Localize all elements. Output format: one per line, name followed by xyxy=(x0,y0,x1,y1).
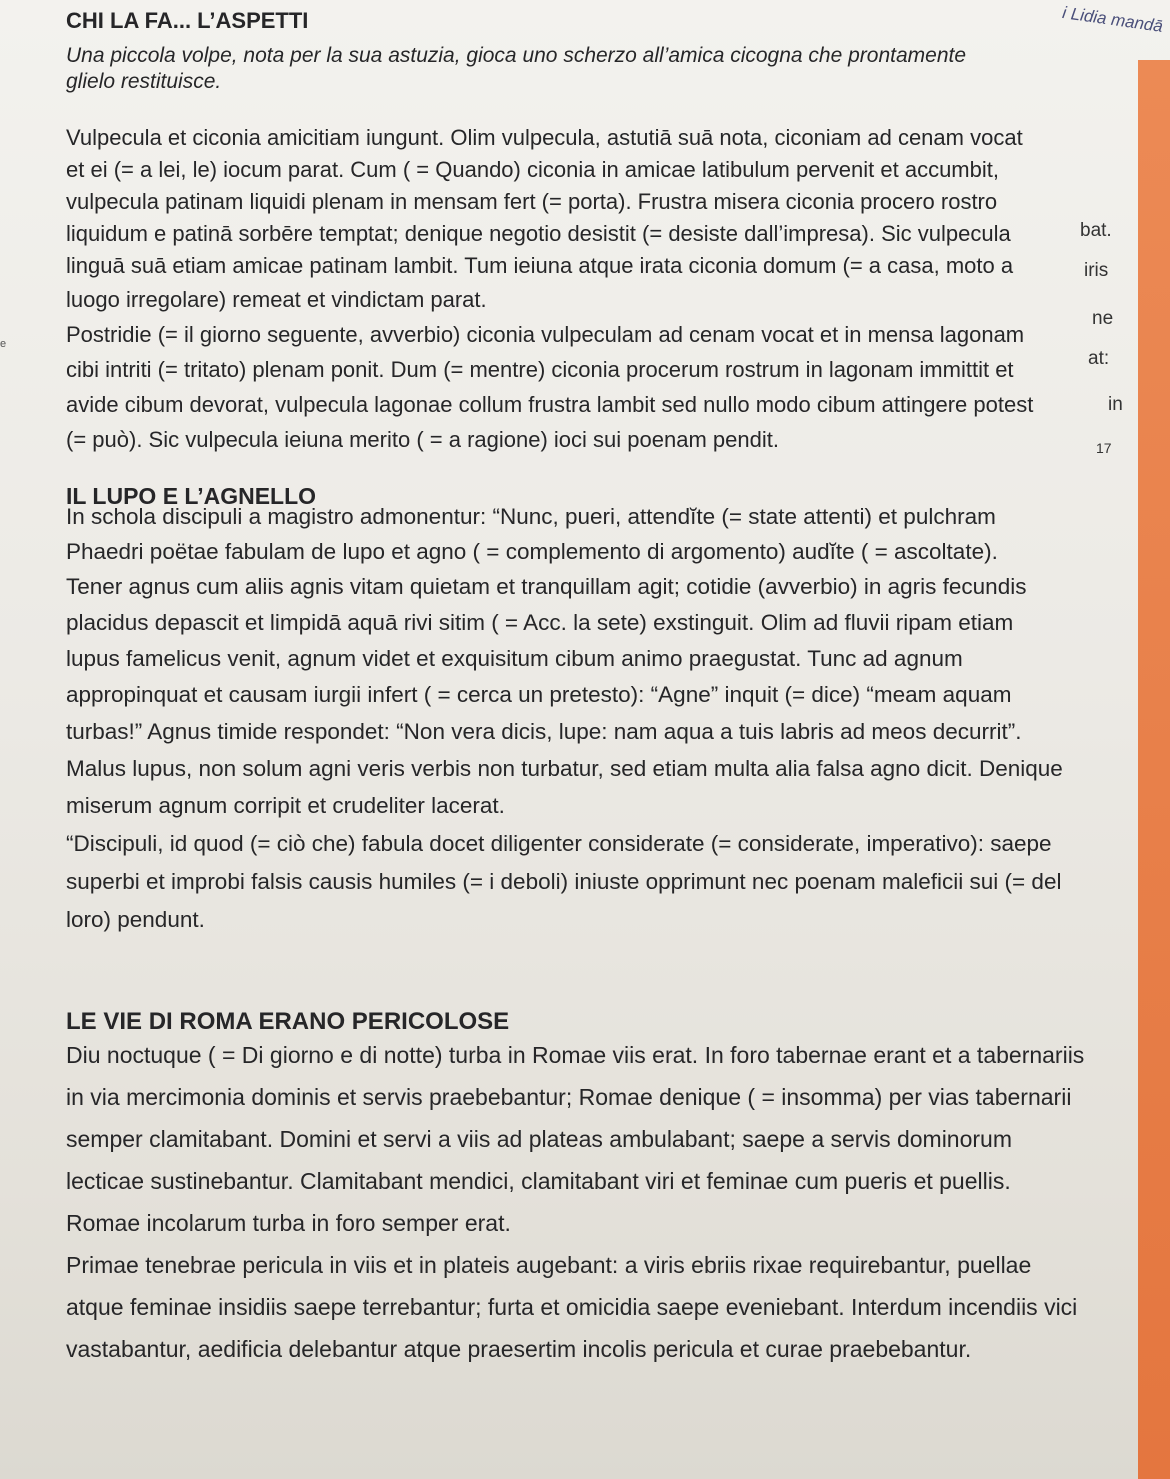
intro-line: glielo restituisce. xyxy=(66,70,222,93)
text-line: Diu noctuque ( = Di giorno e di notte) turba in Romae viis erat. In foro tabernae erant et a tabernariis xyxy=(66,1042,1085,1068)
text-line: (= può). Sic vulpecula ieiuna merito ( = a ragione) ioci sui poenam pendit. xyxy=(66,427,779,452)
text-line: Primae tenebrae pericula in viis et in plateis augebant: a viris ebriis rixae requirebantur, puellae xyxy=(66,1252,1032,1278)
handwritten-corner-note: i Lidia mandā xyxy=(1061,3,1165,36)
text-line: vastabantur, aedificia delebantur atque praesertim incolis pericula et curae praebebantur. xyxy=(66,1336,972,1362)
text-line: linguā suā etiam amicae patinam lambit. Tum ieiuna atque irata ciconia domum (= a casa, moto a xyxy=(66,253,1014,278)
text-line: Malus lupus, non solum agni veris verbis non turbatur, sed etiam multa alia falsa agno dicit. Denique xyxy=(66,756,1063,781)
margin-fragment: 17 xyxy=(1096,440,1112,456)
text-line: placidus depascit et limpidā aquā rivi sitim ( = Acc. la sete) exstinguit. Olim ad fluvii ripam etiam xyxy=(66,610,1014,635)
text-line: Tener agnus cum aliis agnis vitam quietam et tranquillam agit; cotidie (avverbio) in agris fecundis xyxy=(66,574,1027,599)
text-line: Vulpecula et ciconia amicitiam iungunt. Olim vulpecula, astutiā suā nota, ciconiam ad cenam vocat xyxy=(66,125,1023,150)
left-edge-fragment: e xyxy=(0,338,7,350)
text-line: miserum agnum corripit et crudeliter lacerat. xyxy=(66,793,505,818)
section-vie-di-roma xyxy=(66,1008,509,1036)
margin-fragment: ne xyxy=(1092,308,1114,329)
margin-fragment: in xyxy=(1108,394,1123,415)
text-line: in via mercimonia dominis et servis praebebantur; Romae denique ( = insomma) per vias tabernarii xyxy=(66,1084,1072,1110)
margin-fragment: bat. xyxy=(1080,220,1112,241)
text-line: atque feminae insidiis saepe terrebantur; furta et omicidia saepe eveniebant. Interdum incendiis vici xyxy=(66,1294,1078,1320)
margin-fragment: at: xyxy=(1088,348,1110,369)
text-line: cibi intriti (= tritato) plenam ponit. Dum (= mentre) ciconia procerum rostrum in lagonam immittit et xyxy=(66,357,1014,382)
text-line: Phaedri poëtae fabulam de lupo et agno ( = complemento di argomento) audĭte ( = ascoltate). xyxy=(66,539,998,564)
text-line: Romae incolarum turba in foro semper erat. xyxy=(66,1210,511,1236)
text-line: semper clamitabant. Domini et servi a viis ad plateas ambulabant; saepe a servis dominorum xyxy=(66,1126,1012,1152)
text-line: loro) pendunt. xyxy=(66,907,205,932)
margin-fragment: iris xyxy=(1084,260,1109,281)
text-line: vulpecula patinam liquidi plenam in mensam fert (= porta). Frustra misera ciconia procero rostro xyxy=(66,189,998,214)
text-line: avide cibum devorat, vulpecula lagonae collum frustra lambit sed nullo modo cibum attingere potest xyxy=(66,392,1034,417)
text-line: luogo irregolare) remeat et vindictam parat. xyxy=(66,287,487,312)
text-line: “Discipuli, id quod (= ciò che) fabula docet diligenter considerate (= considerate, imperativo): saepe xyxy=(66,831,1052,856)
text-line: appropinquat et causam iurgii infert ( = cerca un pretesto): “Agne” inquit (= dice) “meam aquam xyxy=(66,682,1012,707)
text-line: superbi et improbi falsis causis humiles (= i deboli) iniuste opprimunt nec poenam maleficii sui (= del xyxy=(66,869,1062,894)
intro-line: Una piccola volpe, nota per la sua astuzia, gioca uno scherzo all’amica cicogna che prontamente xyxy=(66,44,967,67)
section-title: IL LUPO E L’AGNELLO xyxy=(66,483,317,509)
section-chi-la-fa xyxy=(66,8,308,34)
text-line: liquidum e patinā sorbēre temptat; denique negotio desistit (= desiste dall’impresa). Sic vulpecula xyxy=(66,221,1011,246)
section-intro xyxy=(66,44,966,94)
text-line: lupus famelicus venit, agnum videt et exquisitum cibum animo praegustat. Tunc ad agnum xyxy=(66,646,963,671)
text-line: Postridie (= il giorno seguente, avverbio) ciconia vulpeculam ad cenam vocat et in mensa lagonam xyxy=(66,322,1025,347)
section-text xyxy=(66,1042,1084,1378)
section-title: LE VIE DI ROMA ERANO PERICOLOSE xyxy=(66,1008,510,1035)
orange-background-edge xyxy=(1138,60,1170,1479)
text-line: In schola discipuli a magistro admonentur: “Nunc, pueri, attendĭte (= state attenti) et pulchram xyxy=(66,504,996,529)
section-text xyxy=(66,125,1033,461)
section-title: CHI LA FA... L’ASPETTI xyxy=(66,8,309,33)
text-line: et ei (= a lei, le) iocum parat. Cum ( = Quando) ciconia in amicae latibulum pervenit et accumbit, xyxy=(66,157,999,182)
section-text xyxy=(66,503,1063,944)
margin-fragments xyxy=(1080,220,1140,480)
text-line: turbas!” Agnus timide respondet: “Non vera dicis, lupe: nam aqua a tuis labris ad meos decurrit”. xyxy=(66,719,1022,744)
text-line: lecticae sustinebantur. Clamitabant mendici, clamitabant viri et feminae cum pueris et puellis. xyxy=(66,1168,1011,1194)
